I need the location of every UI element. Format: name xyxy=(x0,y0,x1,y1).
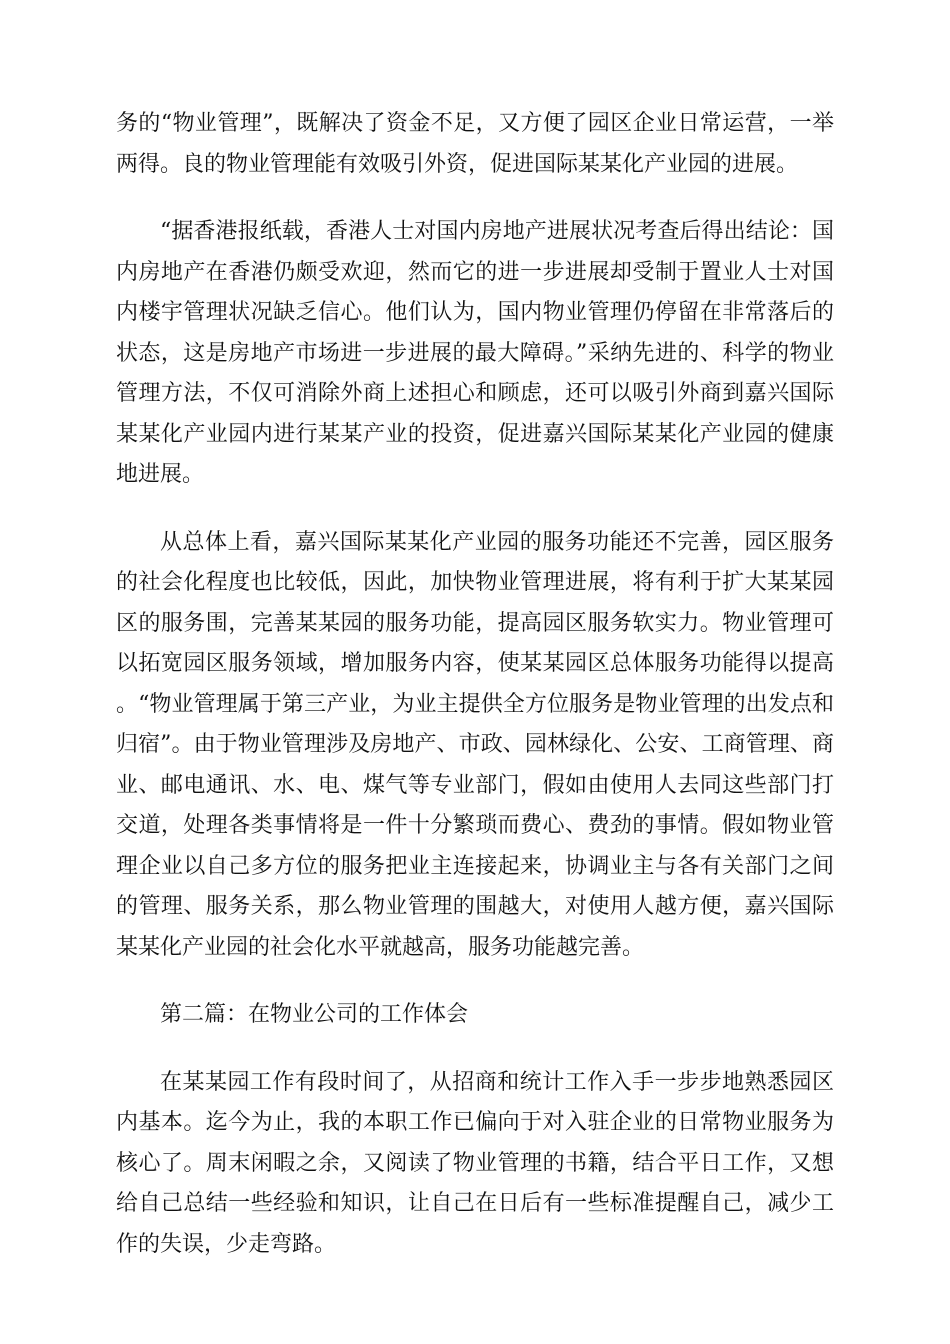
document-page xyxy=(116,104,834,1292)
paragraph-continuation: 务的“物业管理”，既解决了资金不足，又方便了园区企业日常运营，一举两得。良的物业管理能有效吸引外资，促进国际某某化产业园的进展。 xyxy=(116,111,834,177)
paragraph-work-experience: 在某某园工作有段时间了，从招商和统计工作入手一步步地熟悉园区内基本。迄今为止，我的本职工作已偏向于对入驻企业的日常物业服务为核心了。周末闲暇之余，又阅读了物业管理的书籍，结合平日工作，又想给自己总结一些经验和知识，让自己在日后有一些标准提醒自己，减少工作的失误，少走弯路。 xyxy=(116,1069,834,1257)
paragraph-hong-kong-quote: “据香港报纸载，香港人士对国内房地产进展状况考查后得出结论：国内房地产在香港仍颇受欢迎，然而它的进一步进展却受制于置业人士对国内楼宇管理状况缺乏信心。他们认为，国内物业管理仍停留在非常落后的状态，这是房地产市场进一步进展的最大障碍。”采纳先进的、科学的物业管理方法，不仅可消除外商上述担心和顾虑，还可以吸引外商到嘉兴国际某某化产业园内进行某某产业的投资，促进嘉兴国际某某化产业园的健康地进展。 xyxy=(116,219,834,487)
paragraph-overall-view: 从总体上看，嘉兴国际某某化产业园的服务功能还不完善，园区服务的社会化程度也比较低，因此，加快物业管理进展，将有利于扩大某某园区的服务围，完善某某园的服务功能，提高园区服务软实力。物业管理可以拓宽园区服务领域，增加服务内容，使某某园区总体服务功能得以提高。“物业管理属于第三产业，为业主提供全方位服务是物业管理的出发点和归宿”。由于物业管理涉及房地产、市政、园林绿化、公安、工商管理、商业、邮电通讯、水、电、煤气等专业部门，假如由使用人去同这些部门打交道，处理各类事情将是一件十分繁琐而费心、费劲的事情。假如物业管理企业以自己多方位的服务把业主连接起来，协调业主与各有关部门之间的管理、服务关系，那么物业管理的围越大，对使用人越方便，嘉兴国际某某化产业园的社会化水平就越高，服务功能越完善。 xyxy=(116,529,834,960)
section-title: 第二篇：在物业公司的工作体会 xyxy=(160,1002,469,1027)
